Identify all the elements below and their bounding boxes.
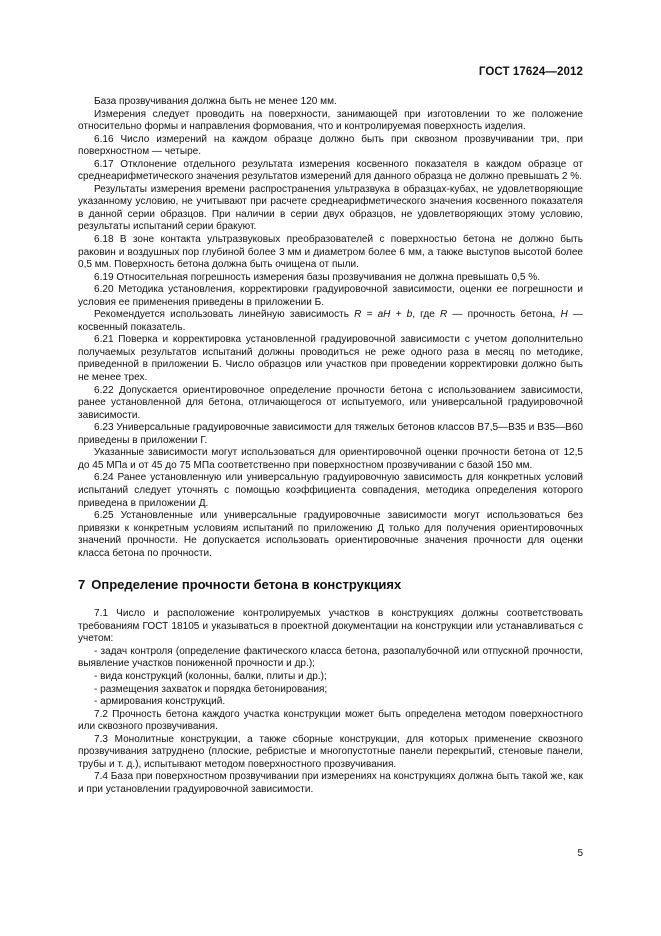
section-number: 7 [78,577,86,593]
section-title: Определение прочности бетона в конструкциях [91,577,402,593]
paragraph: 6.16 Число измерений на каждом образце должно быть при сквозном прозвучивании три, при поверхностном — четыре. [78,133,583,158]
paragraph: 6.24 Ранее установленную или универсальную градуировочную зависимость для конкретных условий испытаний следует уточнять с помощью коэффициента совпадения, методика определения которого приведена в приложении Д. [78,472,583,509]
paragraph: Измерения следует проводить на поверхности, занимающей при изготовлении то же положение относительно формы и направления формования, что и контролируемая поверхность изделия. [78,108,583,133]
document-body [78,93,583,796]
document-code-header: ГОСТ 17624—2012 [478,66,583,78]
list-item: - размещения захваток и порядка бетонирования; [94,683,328,695]
paragraph: 6.22 Допускается ориентировочное определение прочности бетона с использованием зависимости, ранее установленной для бетона, отличающегося от испытуемого, или универсальной градуировочной зависимости. [78,384,583,421]
paragraph: 6.25 Установленные или универсальные градуировочные зависимости могут использоваться без привязки к конкретным условиям испытаний по приложению Д только для получения ориентировочных значений прочности. Не допускается использовать ориентировочные значения прочности для оценки класса бетона по прочности. [78,510,583,559]
paragraph: 6.19 Относительная погрешность измерения базы прозвучивания не должна превышать 0,5 %. [94,271,541,283]
formula-text-before: Рекомендуется использовать линейную зависимость [94,309,355,321]
list-item: - задач контроля (определение фактического класса бетона, разопалубочной или отпускной прочности, выявление участков пониженной прочности и др.); [78,645,583,670]
formula-r-definition: — прочность бетона, [447,309,561,321]
paragraph: 7.4 База при поверхностном прозвучивании при измерениях на конструкциях должна быть такой же, как и при установлении градуировочной зависимости. [78,771,583,795]
paragraph: 7.3 Монолитные конструкции, а также сборные конструкции, для которых применение сквозного прозвучивания затруднено (плоские, ребристые и многопустотные панели перекрытий, стеновые панели, трубы и т. д.), испытывают методом поверхностного прозвучивания. [78,733,583,770]
paragraph: 6.20 Методика установления, корректировки градуировочной зависимости, оценки ее погрешности и условия ее применения приведены в приложении Б. [78,284,583,308]
list-item: - армирования конструкций. [94,696,226,708]
page-number: 5 [577,848,583,859]
paragraph: Указанные зависимости могут использоваться для ориентировочной оценки прочности бетона от 12,5 до 45 МПа и от 45 до 75 МПа соответственно при поверхностном прозвучивании с базой 150 мм. [78,447,583,471]
paragraph: 6.17 Отклонение отдельного результата измерения косвенного показателя в каждом образце от среднеарифметического значения результатов измерений для данного образца не должно превышать 2 %. [78,158,583,183]
formula: R = aH + b [354,309,413,321]
paragraph: 6.18 В зоне контакта ультразвуковых преобразователей с поверхностью бетона не должно быть раковин и воздушных пор глубиной более 3 мм и диаметром более 6 мм, а также выступов высотой более 0,5 мм. Поверхность бетона должна быть очищена от пыли. [78,234,583,271]
formula-symbol-h: H [560,309,568,321]
formula-text-middle: , где [412,309,440,321]
formula-paragraph [78,309,583,334]
formula-symbol-r: R [440,309,448,321]
formula-h-definition: — косвенный показатель. [78,309,583,333]
paragraph: 6.21 Поверка и корректировка установленной градуировочной зависимости с учетом дополнительно получаемых результатов испытаний должны проводиться не реже одного раза в месяц по методике, приведенной в приложении Б. Число образцов или участков при проведении корректировки должно быть не менее трех. [78,334,583,384]
paragraph: Результаты измерения времени распространения ультразвука в образцах-кубах, не удовлетворяющие указанному условию, не учитывают при расчете среднеарифметического значения косвенного показателя в данной серии образцов. При наличии в серии двух образцов, не удовлетворяющих этому условию, результаты испытаний серии бракуют. [78,183,583,233]
list-item: - вида конструкций (колонны, балки, плиты и др.); [94,670,327,682]
paragraph: 6.23 Универсальные градуировочные зависимости для тяжелых бетонов классов В7,5—В35 и В35—В60 приведены в приложении Г. [78,422,584,446]
paragraph: 7.2 Прочность бетона каждого участка конструкции может быть определена методом поверхностного или сквозного прозвучивания. [78,708,583,733]
paragraph: 7.1 Число и расположение контролируемых участков в конструкциях должны соответствовать требованиям ГОСТ 18105 и указываться в проектной документации на конструкции или устанавливаться с учетом: [78,608,583,645]
paragraph: База прозвучивания должна быть не менее 120 мм. [94,96,337,107]
section-heading [78,577,583,593]
